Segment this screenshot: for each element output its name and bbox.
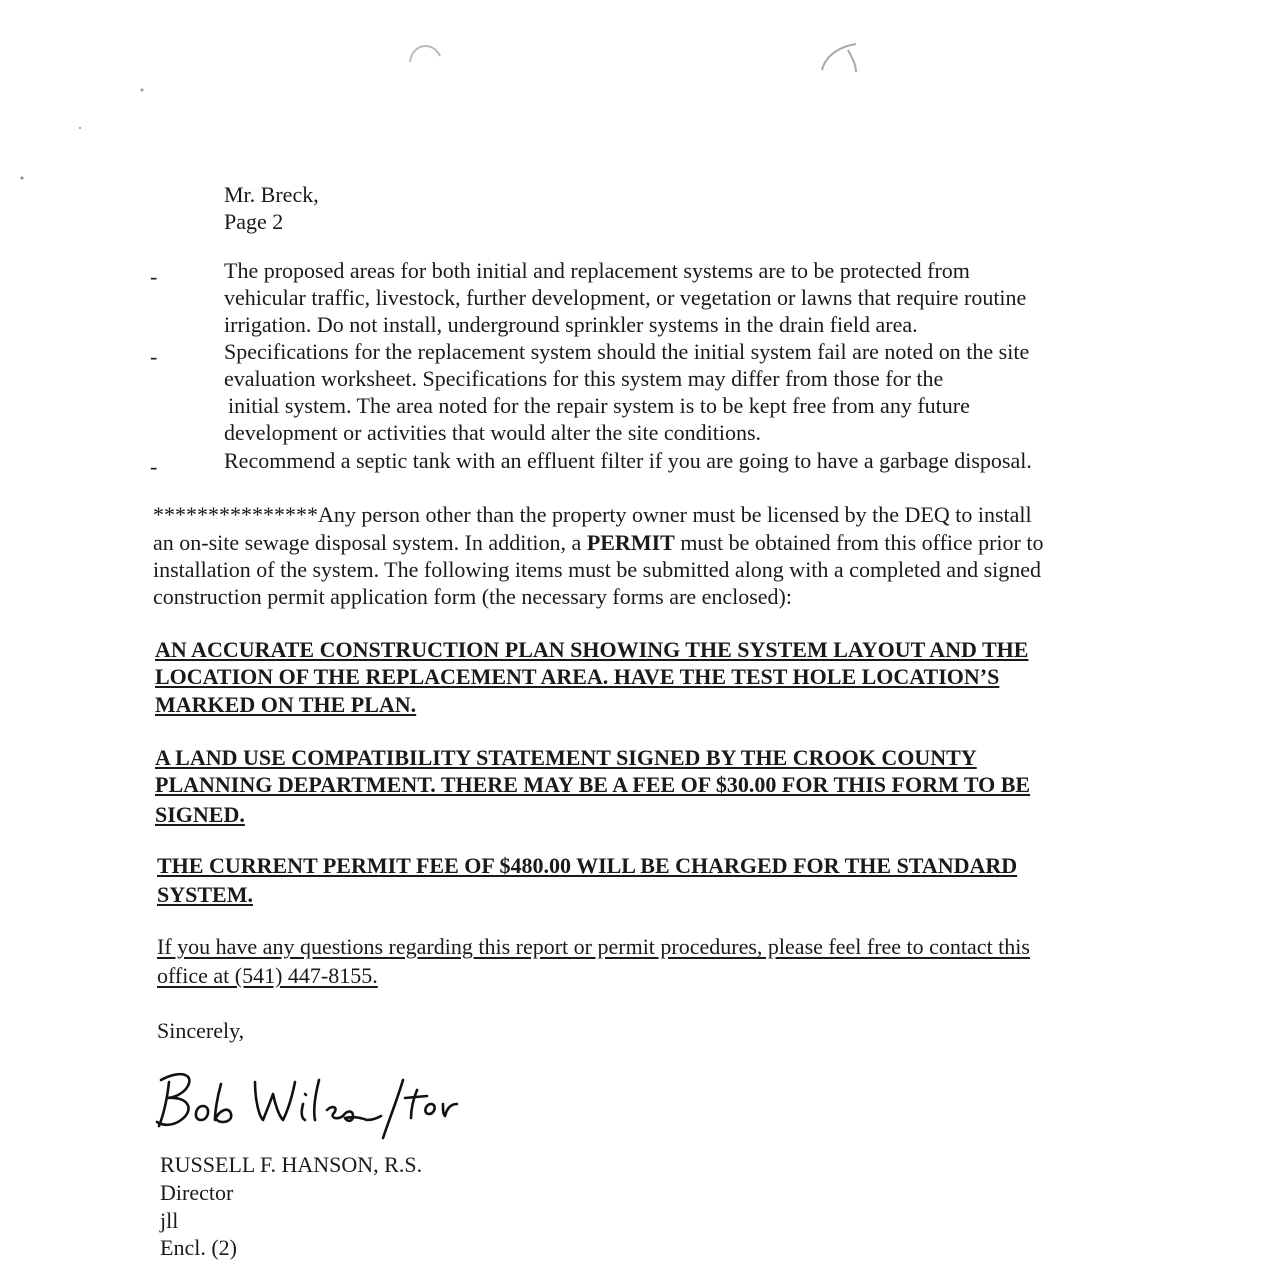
recipient-line: Mr. Breck, [224, 182, 319, 207]
requirement-line: THE CURRENT PERMIT FEE OF $480.00 WILL BE CHARGED FOR THE STANDARD [157, 853, 1018, 878]
enclosures: Encl. (2) [160, 1235, 237, 1260]
bullet-2-line-2: evaluation worksheet. Specifications for this system may differ from those for the [224, 366, 944, 391]
requirement-line: LOCATION OF THE REPLACEMENT AREA. HAVE THE TEST HOLE LOCATION’S [155, 664, 1000, 689]
requirement-line: AN ACCURATE CONSTRUCTION PLAN SHOWING THE SYSTEM LAYOUT AND THE [155, 637, 1029, 662]
requirement-line: SIGNED. [155, 802, 245, 827]
signer-name: RUSSELL F. HANSON, R.S. [160, 1152, 423, 1177]
bullet-1-line-1: The proposed areas for both initial and replacement systems are to be protected from [224, 258, 970, 283]
bullet-1-line-2: vehicular traffic, livestock, further development, or vegetation or lawns that require routine [224, 285, 1027, 310]
scan-marks [0, 0, 1277, 200]
signer-title: Director [160, 1180, 234, 1205]
bullet-1-line-3: irrigation. Do not install, underground sprinkler systems in the drain field area. [224, 312, 918, 337]
bullet-2-line-1: Specifications for the replacement system should the initial system fail are noted on the site [224, 339, 1030, 364]
bullet-marker: - [150, 264, 158, 289]
contact-line-1: If you have any questions regarding this report or permit procedures, please feel free to contact this [157, 934, 1030, 959]
typist-initials: jll [160, 1208, 179, 1233]
notice-line-4: construction permit application form (the necessary forms are enclosed): [153, 584, 792, 609]
sincerely: Sincerely, [157, 1018, 245, 1043]
bullet-2-line-4: development or activities that would alter the site conditions. [224, 420, 762, 445]
notice-line-2: an on-site sewage disposal system. In addition, a PERMIT must be obtained from this office prior to [153, 530, 1044, 555]
requirement-line: A LAND USE COMPATIBILITY STATEMENT SIGNED BY THE CROOK COUNTY [155, 745, 977, 770]
handwritten-signature [155, 1060, 475, 1150]
bullet-marker: - [150, 454, 158, 479]
notice-line-1: ***************Any person other than the property owner must be licensed by the DEQ to install [153, 502, 1032, 527]
requirement-line: MARKED ON THE PLAN. [155, 692, 417, 717]
notice-line-3: installation of the system. The following items must be submitted along with a completed and signed [153, 557, 1042, 582]
bullet-2-line-3: initial system. The area noted for the repair system is to be kept free from any future [228, 393, 970, 418]
bullet-3-line-1: Recommend a septic tank with an effluent filter if you are going to have a garbage disposal. [224, 448, 1032, 473]
permit-emphasis: PERMIT [586, 530, 675, 555]
page-number: Page 2 [224, 209, 284, 234]
requirement-line: SYSTEM. [157, 882, 253, 907]
requirement-line: PLANNING DEPARTMENT. THERE MAY BE A FEE OF $30.00 FOR THIS FORM TO BE [155, 772, 1031, 797]
contact-phone-line: office at (541) 447-8155. [157, 963, 378, 988]
bullet-marker: - [150, 344, 158, 369]
